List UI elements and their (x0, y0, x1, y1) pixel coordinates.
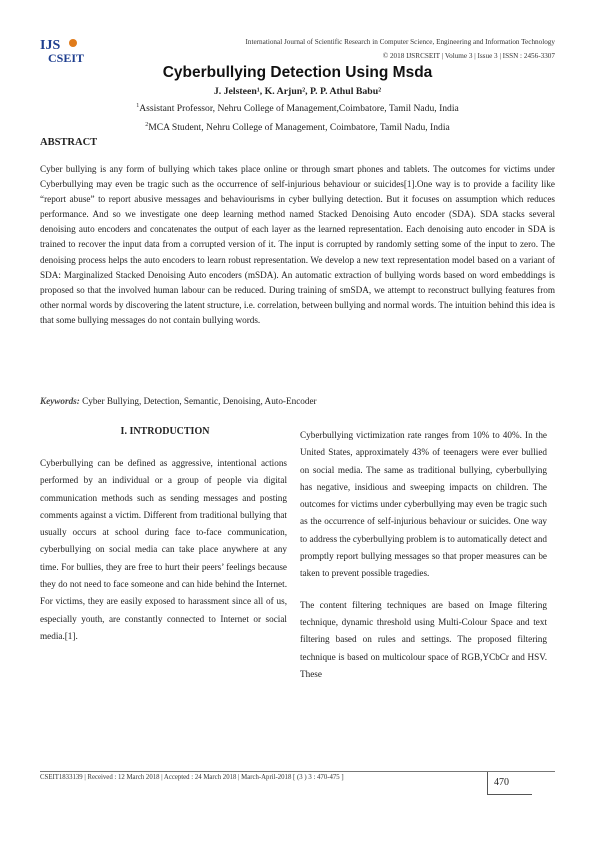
intro-paragraph-3: The content filtering techniques are based on Image filtering technique, dynamic threshold using Multi-Colour Space and text filtering based on rules and settings. The proposed filtering technique is based on multicolour space of RGB,YCbCr and HSV. These (300, 599, 547, 679)
left-column (40, 455, 287, 645)
footer-divider (40, 771, 555, 772)
intro-paragraph-1: Cyberbullying can be defined as aggressive, intentional actions performed by an individual or a group of people via digital communication methods such as sending messages and posting comments against a victim. Different from traditional bullying that usually occurs at school during face to-face communication, cyberbullying on social media can take place anywhere at any time. For bullies, they are free to hurt their peers’ feelings because they do not need to face someone and can hide behind the Internet. For victims, they are easily exposed to harassment since all of us, especially youth, are constantly connected to Internet or social media.[1]. (40, 458, 287, 641)
affiliation-1-mark: 1 (136, 103, 140, 109)
logo-text-bottom: CSEIT (48, 51, 85, 65)
keywords-list: Cyber Bullying, Detection, Semantic, Denoising, Auto-Encoder (79, 396, 317, 406)
footer-citation: CSEIT1833139 | Received : 12 March 2018 | Accepted : 24 March 2018 | March-April-2018 [ (3 ) 3 : 470-475 ] (40, 774, 344, 781)
issue-line: © 2018 IJSRCSEIT | Volume 3 | Issue 3 | ISSN : 2456-3307 (382, 52, 555, 60)
affiliation-2-mark: 2 (145, 122, 149, 128)
abstract-heading: ABSTRACT (40, 137, 98, 148)
affiliation-2 (0, 122, 595, 133)
keywords (40, 396, 317, 406)
page-number: 470 (494, 777, 509, 788)
affiliation-2-text: MCA Student, Nehru College of Management, Coimbatore, Tamil Nadu, India (148, 122, 450, 134)
section-heading-introduction: I. INTRODUCTION (120, 426, 210, 437)
intro-paragraph-2: Cyberbullying victimization rate ranges from 10% to 40%. In the United States, approximately 43% of teenagers were ever bullied on social media. The same as traditional bullying, cyberbullying has negative, insidious and sweeping impacts on children. The outcomes for victims under cyberbullying may even be tragic such as the occurrence of self-injurious behaviour or suicides. One way to address the cyberbullying problem is to automatically detect and promptly report bullying messages so that proper measures can be taken to prevent possible tragedies. (300, 430, 547, 579)
journal-name: International Journal of Scientific Research in Computer Science, Engineering and Information Technology (245, 38, 555, 46)
abstract-body: Cyber bullying is any form of bullying which takes place online or through smart phones and tablets. The outcomes for victims under Cyberbullying may even be tragic such as the occurrence of self-injurious behaviour or suicides[1].One way is to provide a facility like “report abuse” to report abusive messages and behaviourisms in cyber bullying detection. But it focuses on assumption which reduces performance. And so we investigate one deep learning method named Stacked Denoising Auto encoder (SDA). SDA stacks several denoising auto encoders and concatenates the output of each layer as the learned representation. Each denoising auto encoder in SDA is trained to recover the input data from a corrupted version of it. The input is corrupted by randomly setting some of the input to zero. The denoising process helps the auto encoders to learn robust representation. We develop a new text representation model based on a variant of SDA: Marginalized Stacked Denoising Auto encoders (mSDA). An automatic extraction of bullying words based on word embeddings is proposed so that the involved human labour can be reduced. During training of smSDA, we attempt to reconstruct bullying features from other normal words by discovering the latent structure, i.e. correlation, between bullying and normal words. The intuition behind this idea is that some bullying messages do not contain bullying words. (40, 164, 555, 325)
author-list: J. Jelsteen¹, K. Arjun², P. P. Athul Babu² (213, 86, 382, 97)
right-column (300, 430, 547, 683)
affiliation-1 (0, 103, 595, 114)
keywords-label: Keywords: (40, 396, 80, 406)
paper-title: Cyberbullying Detection Using Msda (162, 64, 433, 81)
logo-globe-icon (69, 39, 77, 47)
affiliation-1-text: Assistant Professor, Nehru College of Management,Coimbatore, Tamil Nadu, India (139, 103, 459, 115)
logo-text-top: IJS (40, 38, 61, 53)
